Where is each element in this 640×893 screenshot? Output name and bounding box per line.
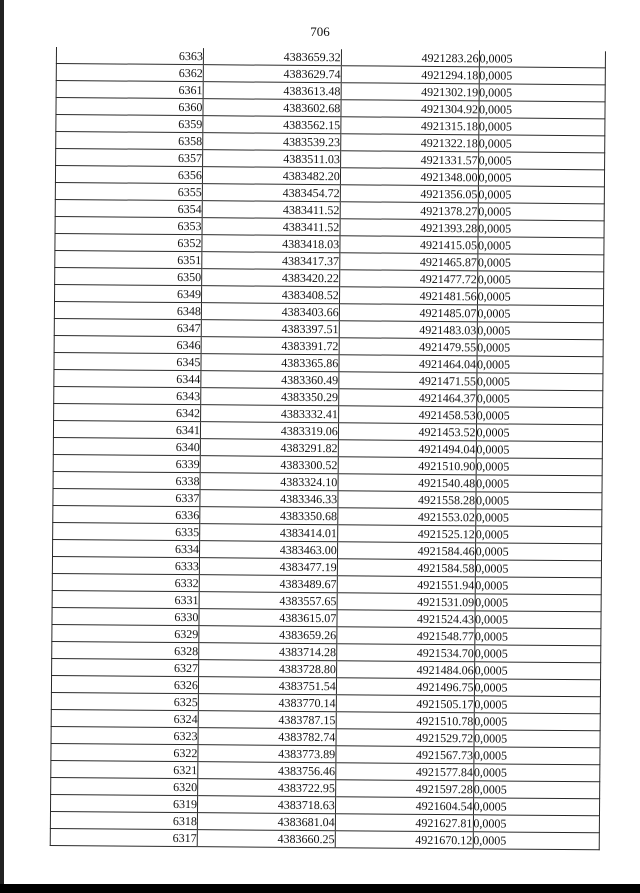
- precision-cell: 0,0005: [475, 594, 602, 612]
- y-coordinate-cell: 4921505.17: [336, 695, 474, 713]
- precision-cell: 0,0005: [473, 832, 600, 850]
- x-coordinate-cell: 4383539.23: [203, 133, 341, 151]
- precision-cell: 0,0005: [475, 560, 602, 578]
- page-number: 706: [310, 24, 330, 39]
- point-number-cell: 6346: [54, 335, 201, 353]
- precision-cell: 0,0005: [475, 526, 602, 544]
- point-number-cell: 6357: [56, 149, 203, 167]
- precision-cell: 0,0005: [473, 798, 600, 816]
- x-coordinate-cell: 4383420.22: [202, 269, 340, 287]
- y-coordinate-cell: 4921540.48: [338, 474, 476, 492]
- table-row: [50, 828, 599, 849]
- precision-cell: 0,0005: [474, 628, 601, 646]
- precision-cell: 0,0005: [476, 373, 603, 391]
- precision-cell: 0,0005: [474, 713, 601, 731]
- precision-cell: 0,0005: [474, 645, 601, 663]
- point-number-cell: 6356: [55, 166, 202, 184]
- y-coordinate-cell: 4921453.52: [338, 423, 476, 441]
- point-number-cell: 6355: [55, 182, 202, 200]
- point-number-cell: 6342: [54, 403, 201, 421]
- precision-cell: 0,0005: [477, 305, 604, 323]
- y-coordinate-cell: 4921415.05: [340, 236, 478, 254]
- point-number-cell: 6318: [50, 811, 197, 829]
- y-coordinate-cell: 4921393.28: [340, 219, 478, 237]
- y-coordinate-cell: 4921465.87: [339, 253, 477, 271]
- y-coordinate-cell: 4921531.09: [337, 593, 475, 611]
- x-coordinate-cell: 4383454.72: [202, 184, 340, 202]
- point-number-cell: 6339: [53, 454, 200, 472]
- x-coordinate-cell: 4383397.51: [201, 320, 339, 338]
- x-coordinate-cell: 4383562.15: [203, 116, 341, 134]
- y-coordinate-cell: 4921484.06: [336, 661, 474, 679]
- precision-cell: 0,0005: [478, 220, 605, 238]
- point-number-cell: 6327: [52, 658, 199, 676]
- point-number-cell: 6336: [53, 505, 200, 523]
- point-number-cell: 6322: [51, 743, 198, 761]
- point-number-cell: 6317: [50, 828, 197, 846]
- precision-cell: 0,0005: [474, 696, 601, 714]
- precision-cell: 0,0005: [474, 679, 601, 697]
- y-coordinate-cell: 4921548.77: [337, 627, 475, 645]
- precision-cell: 0,0005: [473, 781, 600, 799]
- y-coordinate-cell: 4921464.04: [339, 355, 477, 373]
- x-coordinate-cell: 4383300.52: [200, 456, 338, 474]
- precision-cell: 0,0005: [479, 50, 606, 67]
- x-coordinate-cell: 4383477.19: [199, 558, 337, 576]
- precision-cell: 0,0005: [476, 390, 603, 408]
- point-number-cell: 6323: [51, 726, 198, 744]
- precision-cell: 0,0005: [478, 118, 605, 136]
- x-coordinate-cell: 4383722.95: [198, 779, 336, 797]
- y-coordinate-cell: 4921584.58: [337, 559, 475, 577]
- x-coordinate-cell: 4383408.52: [201, 286, 339, 304]
- precision-cell: 0,0005: [479, 67, 606, 85]
- point-number-cell: 6353: [55, 216, 202, 234]
- x-coordinate-cell: 4383417.37: [202, 252, 340, 270]
- coordinates-table: [50, 47, 606, 850]
- x-coordinate-cell: 4383411.52: [202, 218, 340, 236]
- point-number-cell: 6358: [56, 132, 203, 150]
- x-coordinate-cell: 4383324.10: [200, 473, 338, 491]
- precision-cell: 0,0005: [477, 288, 604, 306]
- precision-cell: 0,0005: [477, 237, 604, 255]
- precision-cell: 0,0005: [473, 747, 600, 765]
- y-coordinate-cell: 4921302.19: [341, 83, 479, 101]
- x-coordinate-cell: 4383787.15: [198, 711, 336, 729]
- x-coordinate-cell: 4383756.46: [198, 762, 336, 780]
- point-number-cell: 6331: [52, 590, 199, 608]
- x-coordinate-cell: 4383728.80: [198, 660, 336, 678]
- x-coordinate-cell: 4383557.65: [199, 592, 337, 610]
- y-coordinate-cell: 4921458.53: [338, 406, 476, 424]
- precision-cell: 0,0005: [478, 152, 605, 170]
- x-coordinate-cell: 4383332.41: [200, 405, 338, 423]
- point-number-cell: 6332: [52, 573, 199, 591]
- precision-cell: 0,0005: [479, 101, 606, 119]
- point-number-cell: 6354: [55, 199, 202, 217]
- x-coordinate-cell: 4383602.68: [203, 99, 341, 117]
- x-coordinate-cell: 4383681.04: [197, 813, 335, 831]
- y-coordinate-cell: 4921315.18: [341, 117, 479, 135]
- y-coordinate-cell: 4921551.94: [337, 576, 475, 594]
- point-number-cell: 6328: [52, 641, 199, 659]
- x-coordinate-cell: 4383463.00: [199, 541, 337, 559]
- y-coordinate-cell: 4921494.04: [338, 440, 476, 458]
- precision-cell: 0,0005: [474, 611, 601, 629]
- point-number-cell: 6352: [55, 233, 202, 251]
- precision-cell: 0,0005: [479, 84, 606, 102]
- x-coordinate-cell: 4383350.68: [200, 507, 338, 525]
- y-coordinate-cell: 4921510.78: [336, 712, 474, 730]
- y-coordinate-cell: 4921464.37: [338, 389, 476, 407]
- x-coordinate-cell: 4383751.54: [198, 677, 336, 695]
- precision-cell: 0,0005: [475, 577, 602, 595]
- precision-cell: 0,0005: [476, 407, 603, 425]
- point-number-cell: 6325: [51, 692, 198, 710]
- point-number-cell: 6337: [53, 488, 200, 506]
- y-coordinate-cell: 4921481.56: [339, 287, 477, 305]
- precision-cell: 0,0005: [475, 509, 602, 527]
- x-coordinate-cell: 4383660.25: [197, 830, 335, 848]
- point-number-cell: 6343: [54, 386, 201, 404]
- point-number-cell: 6361: [56, 81, 203, 99]
- point-number-cell: 6363: [56, 47, 203, 65]
- y-coordinate-cell: 4921529.72: [336, 729, 474, 747]
- precision-cell: 0,0005: [474, 730, 601, 748]
- y-coordinate-cell: 4921304.92: [341, 100, 479, 118]
- y-coordinate-cell: 4921483.03: [339, 321, 477, 339]
- x-coordinate-cell: 4383613.48: [203, 82, 341, 100]
- y-coordinate-cell: 4921294.18: [341, 66, 479, 84]
- y-coordinate-cell: 4921597.28: [335, 780, 473, 798]
- point-number-cell: 6335: [53, 522, 200, 540]
- precision-cell: 0,0005: [477, 339, 604, 357]
- precision-cell: 0,0005: [476, 475, 603, 493]
- precision-cell: 0,0005: [477, 356, 604, 374]
- precision-cell: 0,0005: [478, 203, 605, 221]
- y-coordinate-cell: 4921356.05: [340, 185, 478, 203]
- x-coordinate-cell: 4383391.72: [201, 337, 339, 355]
- y-coordinate-cell: 4921525.12: [337, 525, 475, 543]
- x-coordinate-cell: 4383319.06: [200, 422, 338, 440]
- point-number-cell: 6344: [54, 369, 201, 387]
- x-coordinate-cell: 4383291.82: [200, 439, 338, 457]
- x-coordinate-cell: 4383411.52: [202, 201, 340, 219]
- x-coordinate-cell: 4383360.49: [201, 371, 339, 389]
- x-coordinate-cell: 4383511.03: [202, 150, 340, 168]
- precision-cell: 0,0005: [477, 254, 604, 272]
- y-coordinate-cell: 4921627.81: [335, 814, 473, 832]
- x-coordinate-cell: 4383615.07: [199, 609, 337, 627]
- scan-edge-bottom: [0, 884, 640, 893]
- y-coordinate-cell: 4921378.27: [340, 202, 478, 220]
- y-coordinate-cell: 4921322.18: [340, 134, 478, 152]
- y-coordinate-cell: 4921485.07: [339, 304, 477, 322]
- point-number-cell: 6324: [51, 709, 198, 727]
- precision-cell: 0,0005: [476, 441, 603, 459]
- point-number-cell: 6340: [53, 437, 200, 455]
- x-coordinate-cell: 4383659.26: [199, 626, 337, 644]
- point-number-cell: 6350: [55, 267, 202, 285]
- point-number-cell: 6360: [56, 98, 203, 116]
- point-number-cell: 6347: [54, 318, 201, 336]
- scan-edge-left: [0, 0, 4, 893]
- precision-cell: 0,0005: [475, 492, 602, 510]
- point-number-cell: 6348: [54, 301, 201, 319]
- y-coordinate-cell: 4921496.75: [336, 678, 474, 696]
- x-coordinate-cell: 4383418.03: [202, 235, 340, 253]
- point-number-cell: 6329: [52, 624, 199, 642]
- y-coordinate-cell: 4921348.00: [340, 168, 478, 186]
- point-number-cell: 6319: [50, 794, 197, 812]
- y-coordinate-cell: 4921577.84: [335, 763, 473, 781]
- precision-cell: 0,0005: [475, 543, 602, 561]
- x-coordinate-cell: 4383489.67: [199, 575, 337, 593]
- x-coordinate-cell: 4383770.14: [198, 694, 336, 712]
- x-coordinate-cell: 4383350.29: [201, 388, 339, 406]
- point-number-cell: 6351: [55, 250, 202, 268]
- y-coordinate-cell: 4921567.73: [336, 746, 474, 764]
- precision-cell: 0,0005: [474, 662, 601, 680]
- x-coordinate-cell: 4383782.74: [198, 728, 336, 746]
- x-coordinate-cell: 4383346.33: [200, 490, 338, 508]
- y-coordinate-cell: 4921558.28: [338, 491, 476, 509]
- point-number-cell: 6359: [56, 115, 203, 133]
- x-coordinate-cell: 4383659.32: [203, 48, 341, 66]
- point-number-cell: 6338: [53, 471, 200, 489]
- point-number-cell: 6345: [54, 352, 201, 370]
- precision-cell: 0,0005: [476, 458, 603, 476]
- precision-cell: 0,0005: [477, 322, 604, 340]
- x-coordinate-cell: 4383482.20: [202, 167, 340, 185]
- x-coordinate-cell: 4383365.86: [201, 354, 339, 372]
- y-coordinate-cell: 4921670.12: [335, 831, 473, 849]
- precision-cell: 0,0005: [473, 764, 600, 782]
- x-coordinate-cell: 4383629.74: [203, 65, 341, 83]
- y-coordinate-cell: 4921479.55: [339, 338, 477, 356]
- point-number-cell: 6330: [52, 607, 199, 625]
- x-coordinate-cell: 4383714.28: [199, 643, 337, 661]
- precision-cell: 0,0005: [478, 135, 605, 153]
- precision-cell: 0,0005: [477, 271, 604, 289]
- y-coordinate-cell: 4921584.46: [337, 542, 475, 560]
- y-coordinate-cell: 4921510.90: [338, 457, 476, 475]
- y-coordinate-cell: 4921524.43: [337, 610, 475, 628]
- point-number-cell: 6341: [53, 420, 200, 438]
- point-number-cell: 6362: [56, 64, 203, 82]
- x-coordinate-cell: 4383718.63: [197, 796, 335, 814]
- point-number-cell: 6326: [51, 675, 198, 693]
- point-number-cell: 6333: [52, 556, 199, 574]
- precision-cell: 0,0005: [476, 424, 603, 442]
- point-number-cell: 6334: [52, 539, 199, 557]
- y-coordinate-cell: 4921331.57: [340, 151, 478, 169]
- y-coordinate-cell: 4921553.02: [337, 508, 475, 526]
- coordinates-table-body: [50, 47, 605, 850]
- precision-cell: 0,0005: [478, 186, 605, 204]
- point-number-cell: 6349: [55, 284, 202, 302]
- x-coordinate-cell: 4383773.89: [198, 745, 336, 763]
- x-coordinate-cell: 4383414.01: [200, 524, 338, 542]
- y-coordinate-cell: 4921534.70: [336, 644, 474, 662]
- y-coordinate-cell: 4921604.54: [335, 797, 473, 815]
- point-number-cell: 6321: [51, 760, 198, 778]
- y-coordinate-cell: 4921477.72: [339, 270, 477, 288]
- y-coordinate-cell: 4921283.26: [341, 49, 479, 67]
- x-coordinate-cell: 4383403.66: [201, 303, 339, 321]
- precision-cell: 0,0005: [478, 169, 605, 187]
- point-number-cell: 6320: [51, 777, 198, 795]
- y-coordinate-cell: 4921471.55: [339, 372, 477, 390]
- precision-cell: 0,0005: [473, 815, 600, 833]
